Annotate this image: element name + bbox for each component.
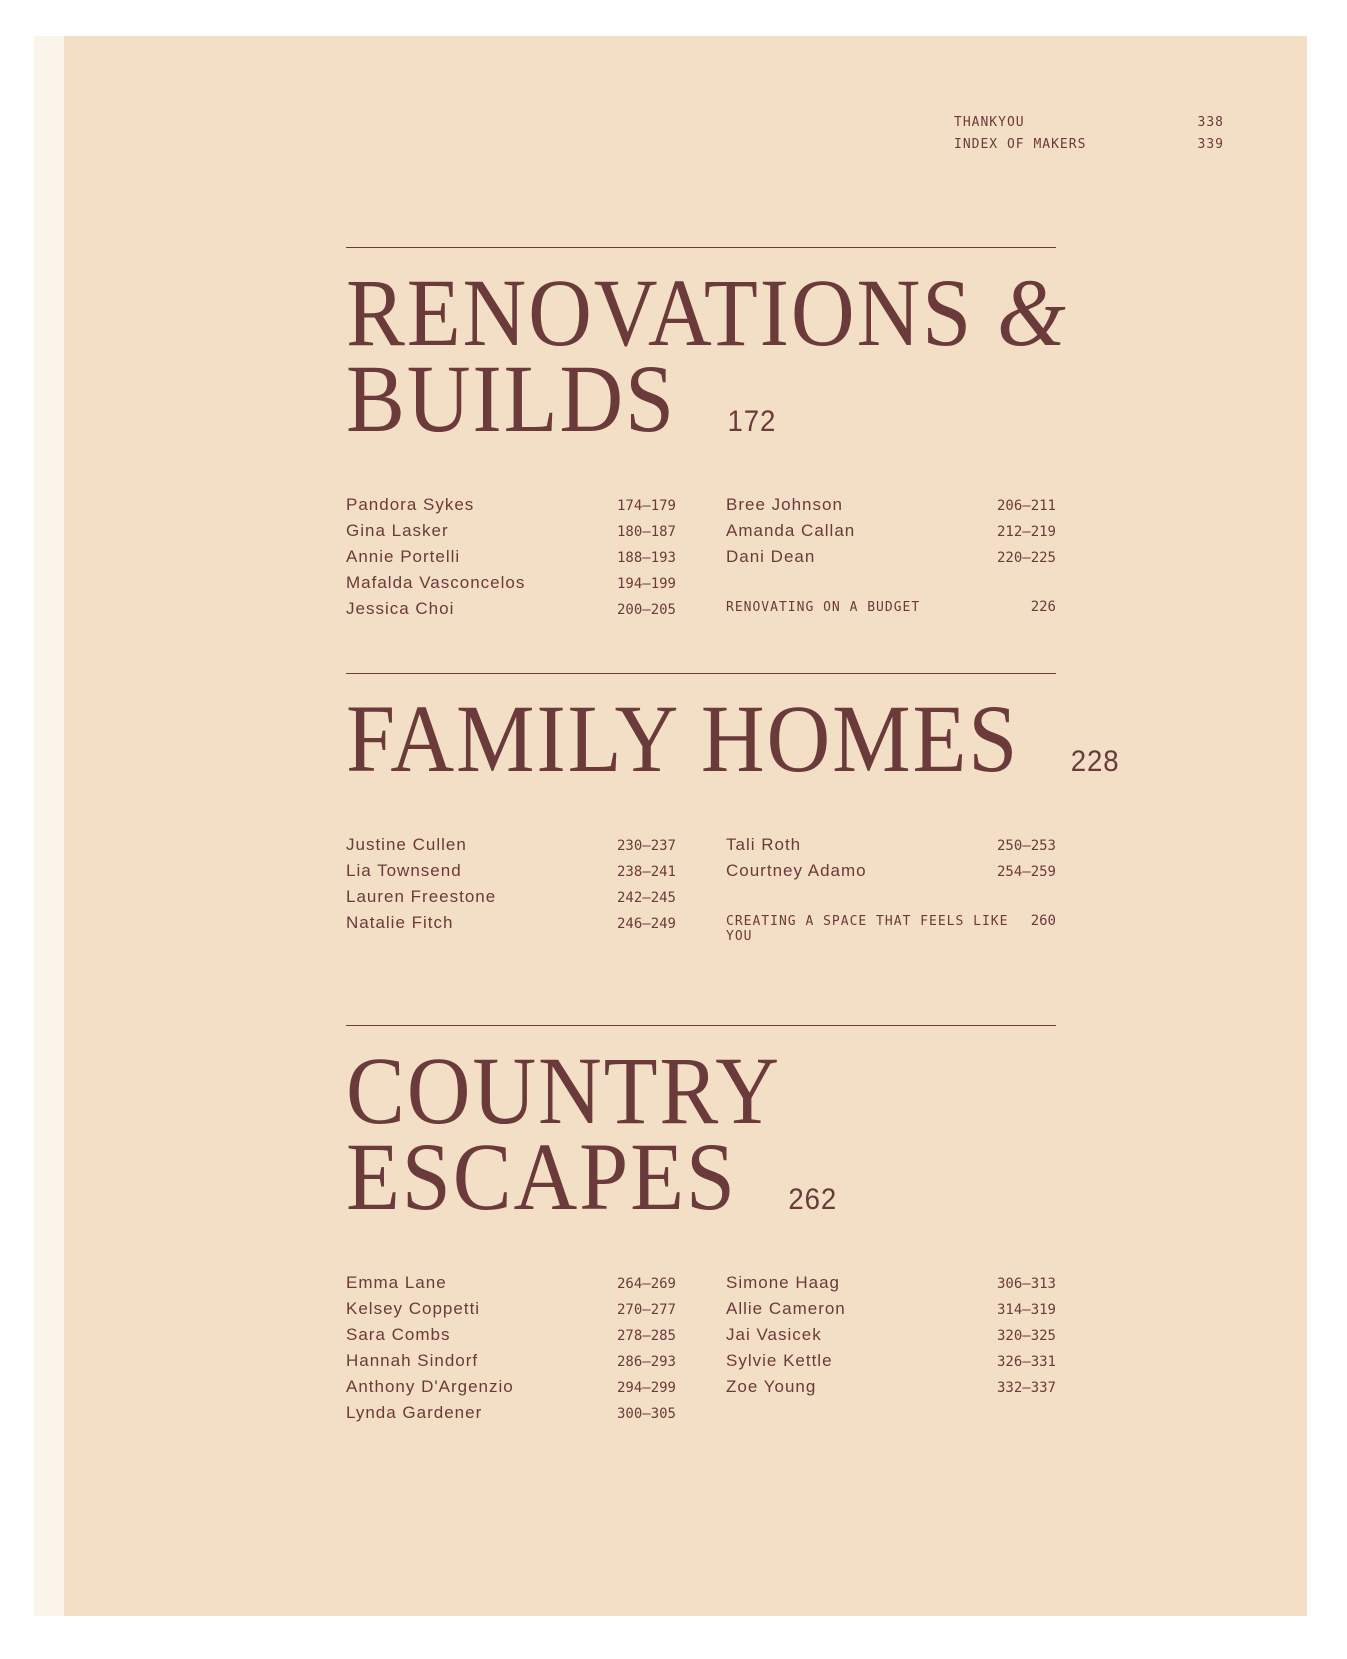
spacer [726,887,1056,913]
list-item [346,835,676,861]
list-item [346,1377,676,1403]
entry-pages: 320–325 [996,1328,1056,1344]
section-title [346,259,1068,465]
entry-pages: 194–199 [616,576,676,592]
entry-pages: 238–241 [616,864,676,880]
list-item [346,861,676,887]
section-renovations [346,247,1068,625]
entry-columns [346,1273,1056,1429]
entry-columns [346,835,1056,944]
entry-name: Emma Lane [346,1273,447,1292]
title-line: COUNTRY [346,1037,781,1144]
title-line: ESCAPES [346,1123,737,1230]
page [64,36,1307,1616]
entry-pages: 314–319 [996,1302,1056,1318]
entry-name: Sylvie Kettle [726,1351,833,1370]
entry-name: Anthony D'Argenzio [346,1377,514,1396]
entry-pages: 246–249 [616,916,676,932]
list-item [346,887,676,913]
page-spine [34,36,64,1616]
entry-name: Amanda Callan [726,521,856,540]
list-item [346,573,676,599]
entry-name: Lauren Freestone [346,887,497,906]
list-item [726,1377,1056,1403]
toc-page: 338 [1197,115,1224,130]
list-item [346,495,676,521]
entry-name: Dani Dean [726,547,816,566]
feature-item [726,599,1056,625]
section-page-number: 262 [788,1183,838,1216]
entry-name: Courtney Adamo [726,861,867,880]
entry-name: Hannah Sindorf [346,1351,479,1370]
entry-pages: 326–331 [996,1354,1056,1370]
feature-item [726,913,1056,944]
entry-pages: 286–293 [616,1354,676,1370]
left-column [346,1273,676,1429]
entry-name: Bree Johnson [726,495,843,514]
list-item [346,521,676,547]
entry-name: Mafalda Vasconcelos [346,573,526,592]
entry-name: Kelsey Coppetti [346,1299,481,1318]
list-item [726,835,1056,861]
entry-name: Gina Lasker [346,521,449,540]
entry-pages: 230–237 [616,838,676,854]
entry-pages: 332–337 [996,1380,1056,1396]
toc-row-thankyou [954,112,1224,134]
left-column [346,835,676,939]
section-page-number: 228 [1070,745,1120,778]
left-column [346,495,676,625]
entry-pages: 300–305 [616,1406,676,1422]
entry-name: Lia Townsend [346,861,462,880]
toc-label: THANKYOU [954,115,1025,130]
right-column [726,1273,1056,1429]
section-divider [346,247,1056,248]
entry-pages: 180–187 [616,524,676,540]
list-item [346,1351,676,1377]
entry-name: Pandora Sykes [346,495,475,514]
entry-name: Annie Portelli [346,547,461,566]
entry-name: Sara Combs [346,1325,451,1344]
list-item [346,599,676,625]
list-item [726,495,1056,521]
entry-pages: 250–253 [996,838,1056,854]
list-item [346,1403,676,1429]
section-title [346,685,1120,805]
entry-name: Natalie Fitch [346,913,454,932]
entry-name: Jai Vasicek [726,1325,822,1344]
entry-pages: 270–277 [616,1302,676,1318]
list-item [346,547,676,573]
list-item [726,861,1056,887]
list-item [726,1273,1056,1299]
entry-name: Tali Roth [726,835,802,854]
title-line: RENOVATIONS [346,259,974,366]
entry-name: Jessica Choi [346,599,455,618]
list-item [726,1299,1056,1325]
entry-name: Justine Cullen [346,835,467,854]
entry-pages: 254–259 [996,864,1056,880]
title-line: BUILDS [346,345,676,452]
feature-page: 226 [1030,599,1056,615]
entry-pages: 200–205 [616,602,676,618]
list-item [726,1351,1056,1377]
entry-pages: 278–285 [616,1328,676,1344]
spacer [726,573,1056,599]
section-page-number: 172 [727,405,777,438]
entry-pages: 242–245 [616,890,676,906]
feature-page: 260 [1030,913,1056,929]
entry-columns [346,495,1056,625]
toc-row-index [954,134,1224,156]
entry-name: Simone Haag [726,1273,841,1292]
list-item [346,1325,676,1351]
entry-pages: 306–313 [996,1276,1056,1292]
title-line: FAMILY HOMES [346,685,1020,792]
toc-label: INDEX OF MAKERS [954,137,1087,152]
list-item [346,913,676,939]
top-toc [954,112,1224,156]
right-column [726,835,1056,944]
list-item [346,1299,676,1325]
entry-pages: 206–211 [996,498,1056,514]
feature-label: CREATING A SPACE THAT FEELS LIKE YOU [726,914,1009,944]
entry-name: Allie Cameron [726,1299,846,1318]
entry-pages: 264–269 [616,1276,676,1292]
list-item [726,1325,1056,1351]
entry-name: Lynda Gardener [346,1403,483,1422]
toc-page: 339 [1197,137,1224,152]
list-item [346,1273,676,1299]
ampersand: & [997,259,1068,366]
section-title [346,1037,999,1243]
right-column [726,495,1056,625]
entry-pages: 212–219 [996,524,1056,540]
list-item [726,521,1056,547]
section-family-homes [346,673,1120,944]
entry-pages: 220–225 [996,550,1056,566]
entry-pages: 294–299 [616,1380,676,1396]
list-item [726,547,1056,573]
entry-name: Zoe Young [726,1377,817,1396]
feature-label: RENOVATING ON A BUDGET [726,600,921,615]
section-divider [346,673,1056,674]
entry-pages: 174–179 [616,498,676,514]
section-country-escapes [346,1025,1056,1429]
section-divider [346,1025,1056,1026]
entry-pages: 188–193 [616,550,676,566]
